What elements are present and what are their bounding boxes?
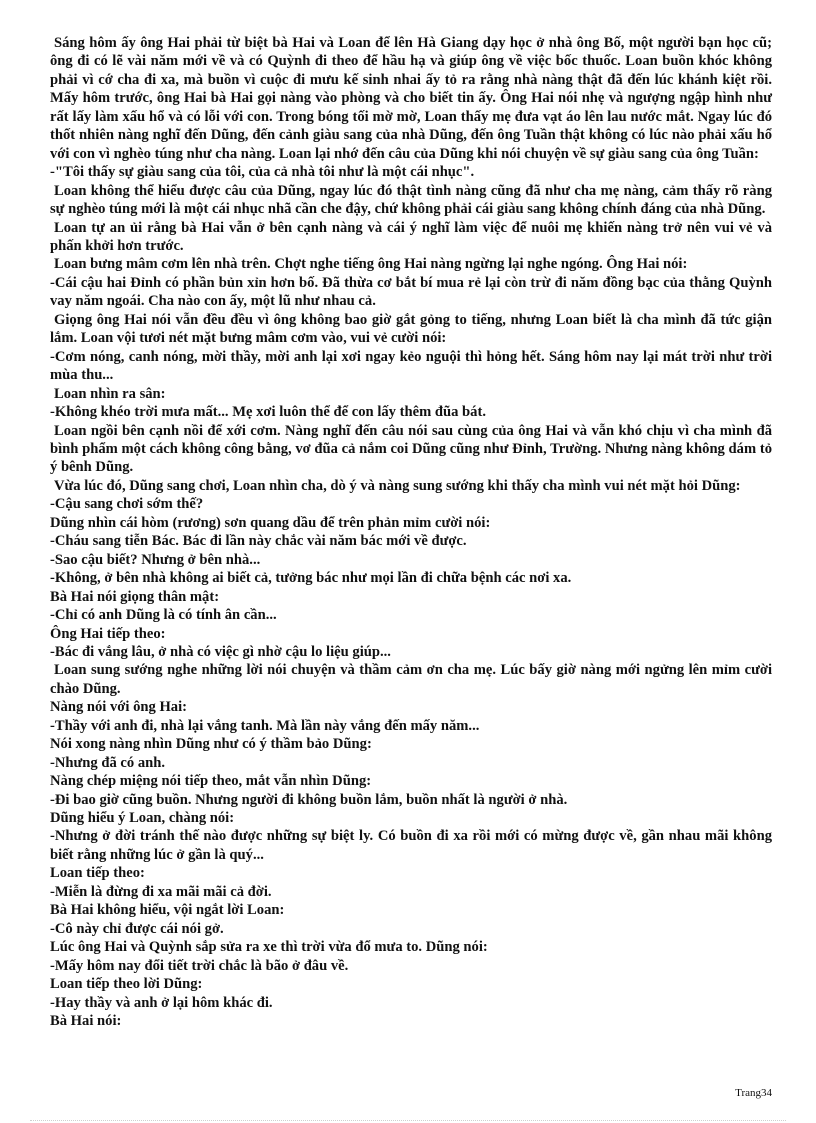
paragraph: Lúc ông Hai và Quỳnh sắp sửa ra xe thì trời vừa đổ mưa to. Dũng nói: xyxy=(50,939,488,956)
paragraph: -Cậu sang chơi sớm thế? xyxy=(50,496,204,513)
page-number: Trang34 xyxy=(735,1087,772,1099)
paragraph: -Nhưng đã có anh. xyxy=(50,754,165,771)
paragraph: Bà Hai nói: xyxy=(50,1013,122,1030)
bottom-dotted-rule xyxy=(30,1120,786,1121)
document-body xyxy=(50,34,772,1030)
paragraph: -Không, ở bên nhà không ai biết cả, tưởng bác như mọi lần đi chữa bệnh các nơi xa. xyxy=(50,570,572,587)
paragraph: -Mấy hôm nay đổi tiết trời chắc là bão ở đâu về. xyxy=(50,957,349,974)
paragraph: -Thầy với anh đi, nhà lại vắng tanh. Mà lần này vắng đến mấy năm... xyxy=(50,717,480,734)
paragraph: Loan tiếp theo: xyxy=(50,865,145,882)
paragraph: Vừa lúc đó, Dũng sang chơi, Loan nhìn cha, dò ý và nàng sung sướng khi thấy cha mình vui nét mặt hỏi Dũng: xyxy=(54,477,741,494)
paragraph: -Cháu sang tiễn Bác. Bác đi lần này chắc vài năm bác mới về được. xyxy=(50,533,467,550)
paragraph: -Miễn là đừng đi xa mãi mãi cả đời. xyxy=(50,883,272,900)
paragraph: -Cái cậu hai Đỉnh có phần bủn xỉn hơn bố. Đã thừa cơ bắt bí mua rẻ lại còn trừ đi năm đồng bạc của thằng Quỳnh vay năm ngoái. Cha nào con ấy, một lũ như nhau cả. xyxy=(50,274,772,310)
paragraph: Nàng nói với ông Hai: xyxy=(50,699,188,716)
paragraph: Loan không thể hiểu được câu của Dũng, ngay lúc đó thật tình nàng cũng đã như cha mẹ nàng, cảm thấy rõ ràng sự nghèo túng mới là một cái nhục nhã cần che đậy, chứ không phải cái giàu sang không chính đáng của nhà Dũng. xyxy=(50,182,772,218)
paragraph: -Bác đi vắng lâu, ở nhà có việc gì nhờ cậu lo liệu giúp... xyxy=(50,643,391,660)
paragraph: Sáng hôm ấy ông Hai phải từ biệt bà Hai và Loan để lên Hà Giang dạy học ở nhà ông Bố, một người bạn học cũ; ông đi có lẽ vài năm mới về và có Quỳnh đi theo để hầu hạ và giúp ông về việc bốc thuốc. Loan buồn khóc không phải vì cớ cha đi xa, mà buồn vì cuộc đi mưu kế sinh nhai ấy tỏ ra rằng nhà nàng thật đã đến lúc khánh kiệt rồi. Mấy hôm trước, ông Hai bà Hai gọi nàng vào phòng và cho biết tin ấy. Ông Hai nói nhẹ và ngượng ngập hình như rất lấy làm xấu hổ và có lỗi với con. Trong bóng tối mờ mờ, Loan thấy mẹ đưa vạt áo lên lau nước mắt. Ngay lúc đó thốt nhiên nàng nghĩ đến Dũng, đến cảnh giàu sang của nhà Dũng, đến ông Tuần thật không có lúc nào phải xấu hổ với con vì nghèo túng như cha nàng. Loan lại nhớ đến câu của Dũng khi nói chuyện về sự giàu sang của ông Tuần: xyxy=(50,35,772,162)
paragraph: Nàng chép miệng nói tiếp theo, mắt vẫn nhìn Dũng: xyxy=(50,773,372,790)
paragraph: -Nhưng ở đời tránh thế nào được những sự biệt ly. Có buồn đi xa rồi mới có mừng được về, gần nhau mãi không biết rằng những lúc ở gần là quý... xyxy=(50,828,772,863)
paragraph: Loan ngồi bên cạnh nồi để xới cơm. Nàng nghĩ đến câu nói sau cùng của ông Hai và vẫn khó chịu vì cha mình đã bình phẩm một cách không công bằng, vơ đũa cả nắm coi Dũng cũng như Đỉnh, Trường. Nhưng nàng không dám tỏ ý bênh Dũng. xyxy=(50,422,772,476)
paragraph: -"Tôi thấy sự giàu sang của tôi, của cả nhà tôi như là một cái nhục". xyxy=(50,164,475,181)
paragraph: -Sao cậu biết? Nhưng ở bên nhà... xyxy=(50,551,261,568)
paragraph: Nói xong nàng nhìn Dũng như có ý thầm bảo Dũng: xyxy=(50,736,372,753)
paragraph: -Hay thầy và anh ở lại hôm khác đi. xyxy=(50,994,273,1011)
paragraph: Loan sung sướng nghe những lời nói chuyện và thầm cảm ơn cha mẹ. Lúc bấy giờ nàng mới ngửng lên mỉm cười chào Dũng. xyxy=(50,662,772,697)
paragraph: Bà Hai không hiểu, vội ngắt lời Loan: xyxy=(50,902,285,919)
paragraph: -Cô này chỉ được cái nói gở. xyxy=(50,920,224,937)
paragraph: Ông Hai tiếp theo: xyxy=(50,625,166,642)
paragraph: -Đi bao giờ cũng buồn. Nhưng người đi không buồn lắm, buồn nhất là người ở nhà. xyxy=(50,791,568,808)
paragraph: Loan tiếp theo lời Dũng: xyxy=(50,976,203,993)
paragraph: Dũng hiểu ý Loan, chàng nói: xyxy=(50,810,235,827)
paragraph: -Không khéo trời mưa mất... Mẹ xơi luôn thể để con lấy thêm đũa bát. xyxy=(50,404,486,421)
paragraph: Giọng ông Hai nói vẫn đều đều vì ông không bao giờ gắt gỏng to tiếng, nhưng Loan biết là cha mình đã tức giận lắm. Loan vội tươi nét mặt bưng mâm cơm vào, vui vẻ cười nói: xyxy=(50,311,772,347)
paragraph: Loan nhìn ra sân: xyxy=(54,385,166,402)
paragraph: -Cơm nóng, canh nóng, mời thầy, mời anh lại xơi ngay kẻo nguội thì hỏng hết. Sáng hôm nay lại mát trời như trời mùa thu... xyxy=(50,348,772,384)
paragraph: Loan bưng mâm cơm lên nhà trên. Chợt nghe tiếng ông Hai nàng ngừng lại nghe ngóng. Ông Hai nói: xyxy=(54,256,688,273)
paragraph: Bà Hai nói giọng thân mật: xyxy=(50,588,220,605)
paragraph: Dũng nhìn cái hòm (rương) sơn quang dầu để trên phản mỉm cười nói: xyxy=(50,514,491,531)
paragraph: -Chỉ có anh Dũng là có tính ân cần... xyxy=(50,607,277,624)
paragraph: Loan tự an ủi rằng bà Hai vẫn ở bên cạnh nàng và cái ý nghĩ làm việc để nuôi mẹ khiến nàng trở nên vui vẻ và phấn khởi hơn trước. xyxy=(50,219,772,254)
